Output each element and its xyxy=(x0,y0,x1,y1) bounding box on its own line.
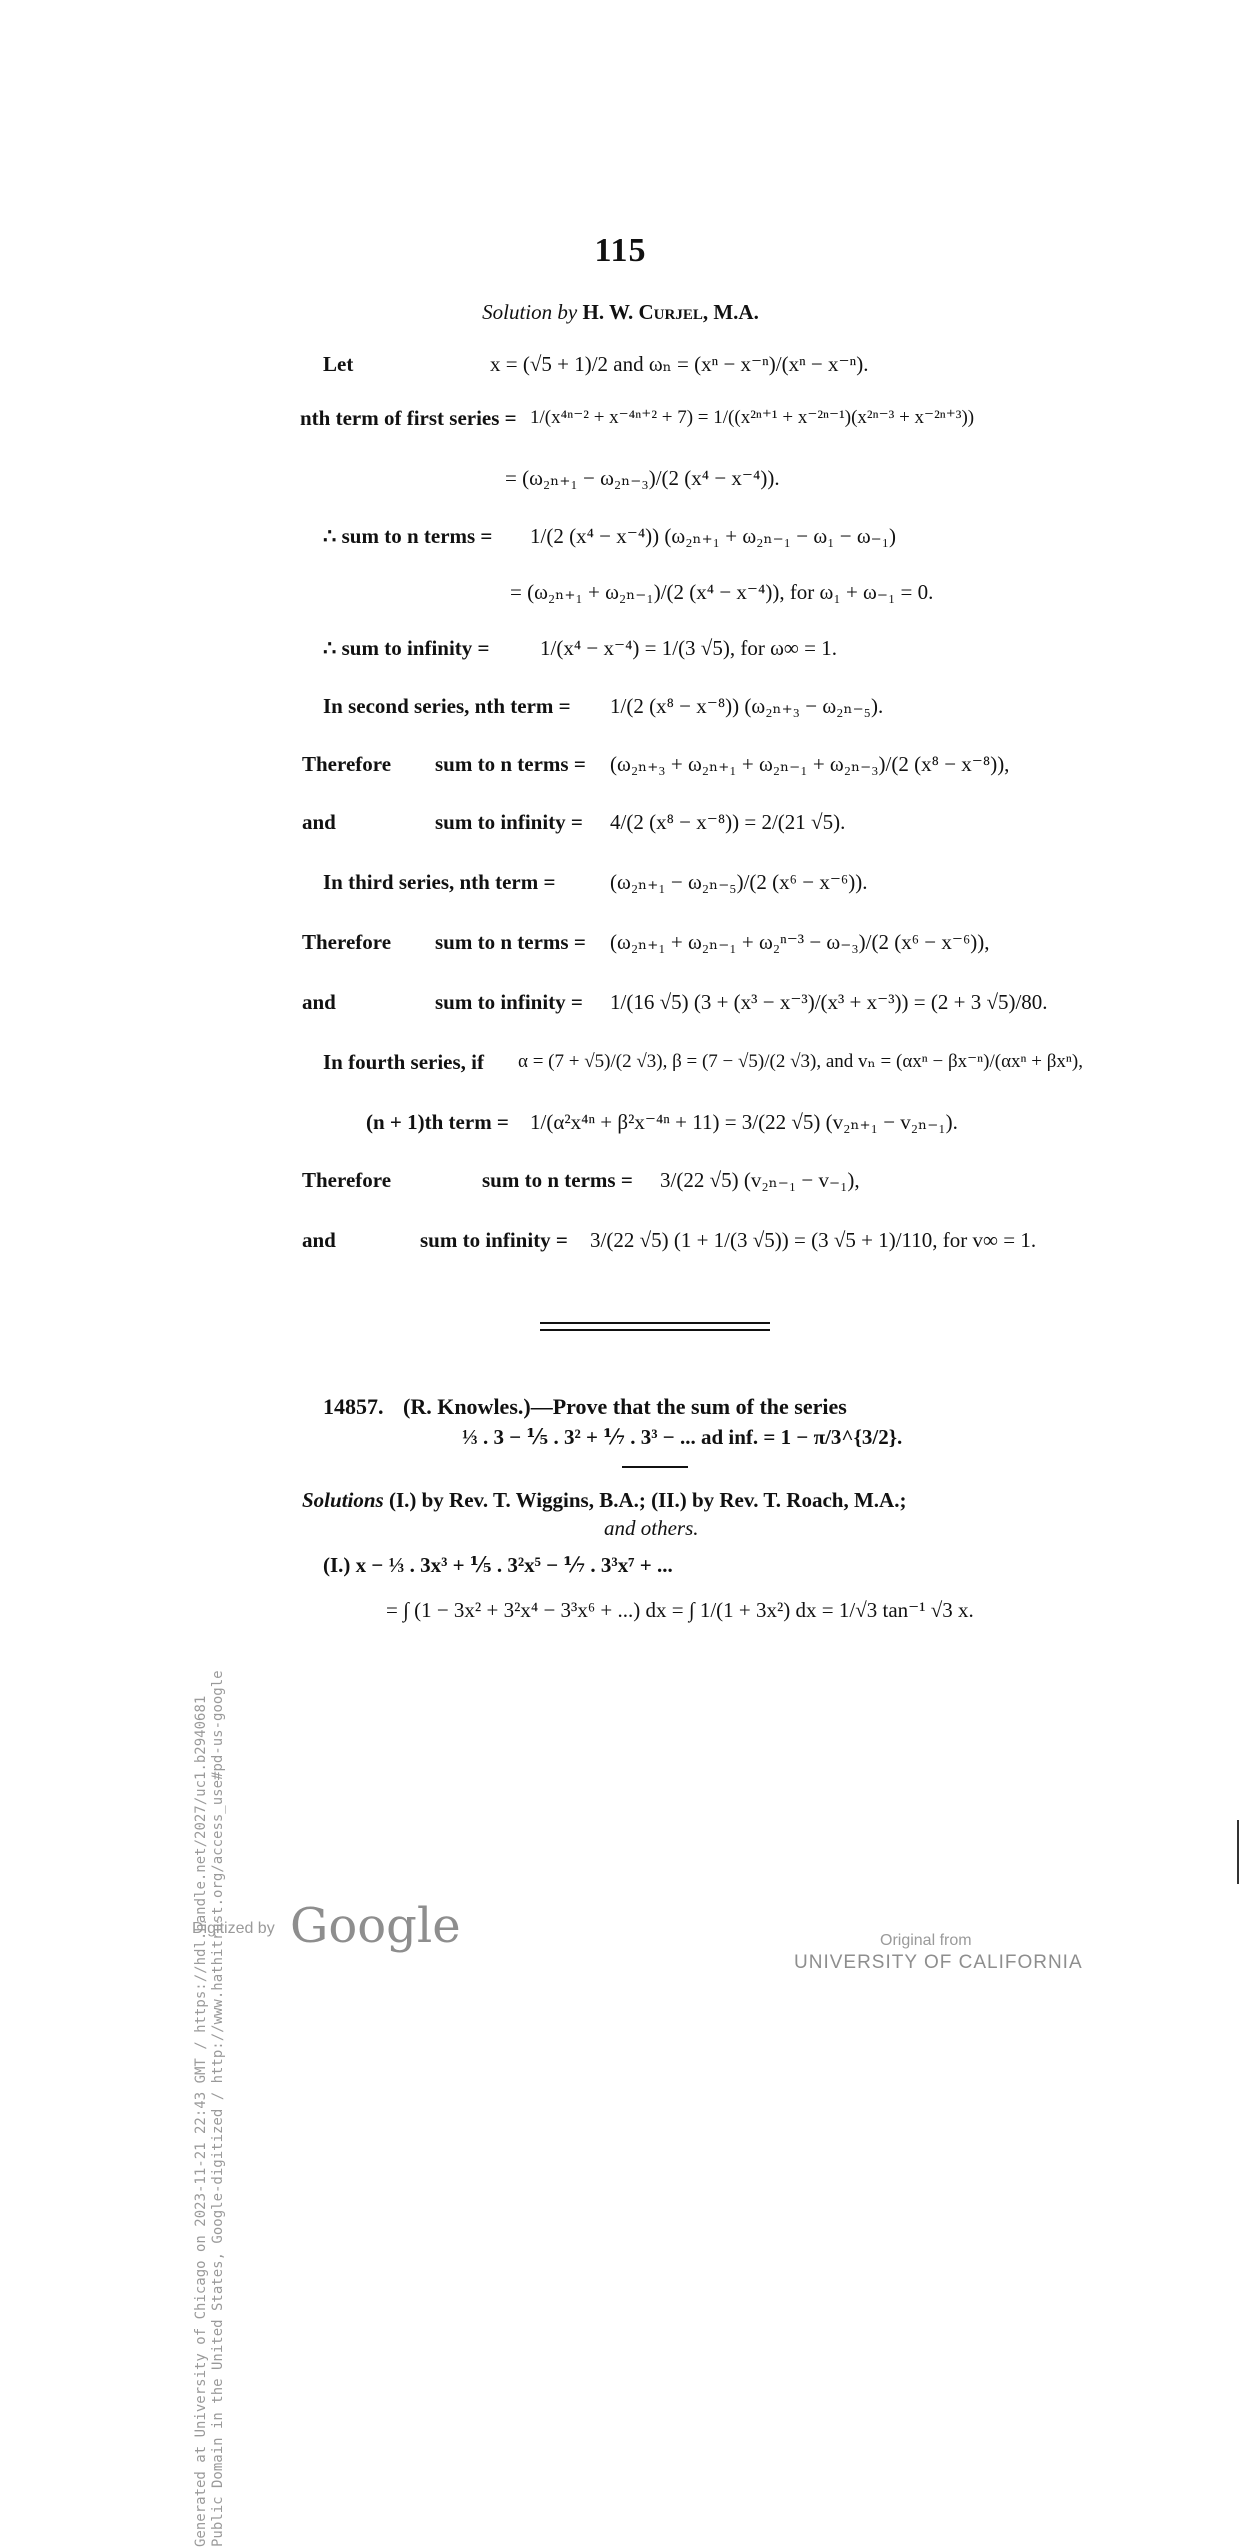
fourth-series-label: In fourth series, if xyxy=(323,1050,484,1074)
google-logo: Google xyxy=(290,1898,461,1954)
solution1-line2: = ∫ (1 − 3x² + 3²x⁴ − 3³x⁶ + ...) dx = ∫ 1/(1 + 3x²) dx = 1/√3 tan⁻¹ √3 x. xyxy=(386,1598,974,1622)
credit-author: H. W. Curjel, M.A. xyxy=(582,300,759,324)
problem-header xyxy=(323,1394,847,1420)
fourth-nth-expr: 1/(α²x⁴ⁿ + β²x⁻⁴ⁿ + 11) = 3/(22 √5) (v₂ₙ₊₁ − v₂ₙ₋₁). xyxy=(530,1110,958,1134)
nth-term-first-cont: = (ω₂ₙ₊₁ − ω₂ₙ₋₃)/(2 (x⁴ − x⁻⁴)). xyxy=(505,466,780,490)
sum-n-label-2: sum to n terms = xyxy=(435,752,586,776)
credit-by: by xyxy=(557,300,578,324)
third-sum-n-expr: (ω₂ₙ₊₁ + ω₂ₙ₋₁ + ω₂ⁿ⁻³ − ω₋₃)/(2 (x⁶ − x⁻⁶)), xyxy=(610,930,990,954)
sum-n-first-label: ∴ sum to n terms = xyxy=(323,524,493,548)
problem-series: ⅓ . 3 − ⅕ . 3² + ⅐ . 3³ − ... ad inf. = 1 − π/3^{3/2}. xyxy=(462,1425,903,1449)
credit-prefix: Solution xyxy=(482,300,553,324)
page-number: 115 xyxy=(594,232,647,269)
and-label-3: and xyxy=(302,1228,336,1252)
second-sum-n-expr: (ω₂ₙ₊₃ + ω₂ₙ₊₁ + ω₂ₙ₋₁ + ω₂ₙ₋₃)/(2 (x⁸ − x⁻⁸)), xyxy=(610,752,1010,776)
sum-inf-label-3: sum to infinity = xyxy=(435,990,583,1014)
problem-number: 14857. xyxy=(323,1394,384,1419)
let-label: Let xyxy=(323,352,354,376)
nth-term-first-label: nth term of first series = xyxy=(300,406,517,430)
original-from-label: Original from xyxy=(880,1932,972,1949)
nth-term-first-expr: 1/(x⁴ⁿ⁻² + x⁻⁴ⁿ⁺² + 7) = 1/((x²ⁿ⁺¹ + x⁻²ⁿ⁻¹)(x²ⁿ⁻³ + x⁻²ⁿ⁺³)) xyxy=(530,407,975,428)
and-label-1: and xyxy=(302,810,336,834)
gutter-line-1: Generated at University of Chicago on 2023-11-21 22:43 GMT / https://hdl.handle.net/2027/uc1.b2940681 xyxy=(193,1695,209,2547)
second-series-label: In second series, nth term = xyxy=(323,694,571,718)
sum-n-first-cont: = (ω₂ₙ₊₁ + ω₂ₙ₋₁)/(2 (x⁴ − x⁻⁴)), for ω₁ + ω₋₁ = 0. xyxy=(510,580,934,604)
let-expression: x = (√5 + 1)/2 and ωₙ = (xⁿ − x⁻ⁿ)/(xⁿ − x⁻ⁿ). xyxy=(490,352,869,376)
section-divider-bottom xyxy=(540,1329,770,1331)
third-series-label: In third series, nth term = xyxy=(323,870,556,894)
problem-proposer: (R. Knowles.) xyxy=(403,1394,531,1419)
university-label: UNIVERSITY OF CALIFORNIA xyxy=(794,1952,1083,1973)
page-edge-mark xyxy=(1237,1820,1239,1884)
solutions-line xyxy=(302,1488,906,1513)
problem-statement: —Prove that the sum of the series xyxy=(530,1394,847,1419)
sum-n-label-3: sum to n terms = xyxy=(435,930,586,954)
second-sum-inf-expr: 4/(2 (x⁸ − x⁻⁸)) = 2/(21 √5). xyxy=(610,810,846,834)
therefore-label-3: Therefore xyxy=(302,1168,392,1192)
gutter-line-2: Public Domain in the United States, Google-digitized / http://www.hathitrust.org/access_use#pd-us-google xyxy=(210,1670,226,2547)
solutions-label: Solutions xyxy=(302,1488,384,1512)
and-label-2: and xyxy=(302,990,336,1014)
third-sum-inf-expr: 1/(16 √5) (3 + (x³ − x⁻³)/(x³ + x⁻³)) = (2 + 3 √5)/80. xyxy=(610,990,1048,1014)
solutions-authors: (I.) by Rev. T. Wiggins, B.A.; (II.) by Rev. T. Roach, M.A.; xyxy=(388,1488,907,1512)
third-series-expr: (ω₂ₙ₊₁ − ω₂ₙ₋₅)/(2 (x⁶ − x⁻⁶)). xyxy=(610,870,868,894)
solution-credit xyxy=(0,300,1241,325)
fourth-series-expr: α = (7 + √5)/(2 √3), β = (7 − √5)/(2 √3), and vₙ = (αxⁿ − βx⁻ⁿ)/(αxⁿ + βxⁿ), xyxy=(518,1051,1083,1072)
hathitrust-gutter-text xyxy=(193,607,227,2547)
short-divider xyxy=(622,1466,688,1468)
second-series-expr: 1/(2 (x⁸ − x⁻⁸)) (ω₂ₙ₊₃ − ω₂ₙ₋₅). xyxy=(610,694,884,718)
digitized-by-label: Digitized by xyxy=(192,1920,275,1937)
fourth-nth-label: (n + 1)th term = xyxy=(366,1110,509,1134)
therefore-label-2: Therefore xyxy=(302,930,392,954)
sum-n-first-expr: 1/(2 (x⁴ − x⁻⁴)) (ω₂ₙ₊₁ + ω₂ₙ₋₁ − ω₁ − ω₋₁) xyxy=(530,524,897,548)
sum-inf-label-4: sum to infinity = xyxy=(420,1228,568,1252)
fourth-sum-inf-expr: 3/(22 √5) (1 + 1/(3 √5)) = (3 √5 + 1)/110, for v∞ = 1. xyxy=(590,1228,1037,1252)
fourth-sum-n-expr: 3/(22 √5) (v₂ₙ₋₁ − v₋₁), xyxy=(660,1168,860,1192)
section-divider-top xyxy=(540,1322,770,1324)
therefore-label-1: Therefore xyxy=(302,752,392,776)
sum-inf-first-expr: 1/(x⁴ − x⁻⁴) = 1/(3 √5), for ω∞ = 1. xyxy=(540,636,837,660)
sum-inf-label-2: sum to infinity = xyxy=(435,810,583,834)
solution1-line1: (I.) x − ⅓ . 3x³ + ⅕ . 3²x⁵ − ⅐ . 3³x⁷ + ... xyxy=(323,1553,673,1577)
sum-n-label-4: sum to n terms = xyxy=(482,1168,633,1192)
sum-inf-first-label: ∴ sum to infinity = xyxy=(323,636,490,660)
solutions-others: and others. xyxy=(604,1516,699,1540)
